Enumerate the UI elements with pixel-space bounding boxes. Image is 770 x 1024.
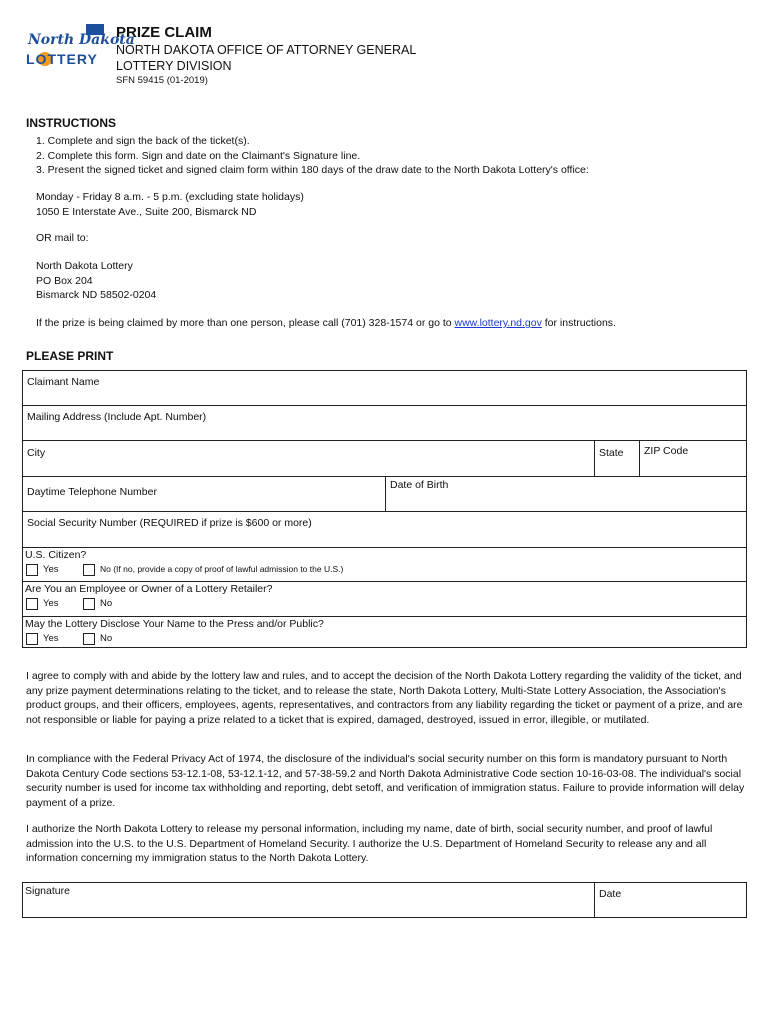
page-title: PRIZE CLAIM xyxy=(116,24,212,41)
citizen-yes-label: Yes xyxy=(43,564,59,575)
date-of-birth-field[interactable] xyxy=(386,477,746,511)
zip-code-field[interactable] xyxy=(640,441,746,476)
claimant-name-field[interactable] xyxy=(23,371,746,406)
employee-yes-label: Yes xyxy=(43,598,59,609)
issuing-organization xyxy=(116,42,416,74)
please-print-heading: PLEASE PRINT xyxy=(26,349,114,363)
daytime-phone-label: Daytime Telephone Number xyxy=(27,486,157,498)
multiple-claimants-note xyxy=(36,316,616,331)
zip-code-label: ZIP Code xyxy=(644,445,689,457)
date-of-birth-label: Date of Birth xyxy=(390,479,449,491)
privacy-act-paragraph: In compliance with the Federal Privacy Act of 1974, the disclosure of the individual's social security number on this form is mandatory pursuant to North Dakota Century Code sections 53-12.1-08, 53-12.1-12, and 57-38-59.2 and North Dakota Administrative Code section 10-16-03-08. The individual's social security number is used for income tax withholding and reporting, debt setoff, and verification of immigration status. Failure to provide information will delay payment of a prize. xyxy=(26,753,745,809)
office-hours: Monday - Friday 8 a.m. - 5 p.m. (excluding state holidays) xyxy=(36,191,304,203)
employee-yes-checkbox[interactable] xyxy=(26,598,38,610)
mail-line-2: PO Box 204 xyxy=(36,274,93,287)
city-field[interactable] xyxy=(23,441,594,476)
or-mail-to: OR mail to: xyxy=(36,232,89,244)
claim-form-table xyxy=(22,370,747,648)
lottery-website-link[interactable]: www.lottery.nd.gov xyxy=(454,317,542,329)
retailer-employee-question: Are You an Employee or Owner of a Lottery Retailer? xyxy=(25,583,273,595)
signature-field[interactable] xyxy=(23,883,594,917)
city-label: City xyxy=(27,447,46,459)
disclose-yes-checkbox[interactable] xyxy=(26,633,38,645)
mailing-address-label: Mailing Address (Include Apt. Number) xyxy=(27,411,207,423)
multi-note-pre: If the prize is being claimed by more than one person, please call (701) 328-1574 or go to xyxy=(36,317,455,329)
disclose-no-checkbox[interactable] xyxy=(83,633,95,645)
mail-line-3: Bismarck ND 58502-0204 xyxy=(36,289,157,301)
release-agreement-paragraph: I agree to comply with and abide by the lottery law and rules, and to accept the decision of the North Dakota Lottery regarding the validity of the ticket, and any prize payment determinations relating to the ticket, and to release the state, North Dakota Lottery, Multi-State Lottery Association, the Association's product groups, and their officers, employees, agents, representatives, and contractors from any liability regarding the ticket or payment of a prize, and are not responsible or liable for paying a prize related to a ticket that is expired, damaged, destroyed, issued in error, illegible, or mutilated. xyxy=(26,670,743,726)
lottery-logo-graphic xyxy=(24,24,135,72)
instruction-step-1: 1. Complete and sign the back of the ticket(s). xyxy=(36,135,250,147)
multi-note-post: for instructions. xyxy=(541,317,616,329)
mail-line-1: North Dakota Lottery xyxy=(36,260,133,272)
us-citizen-row xyxy=(23,548,746,582)
ssn-label: Social Security Number (REQUIRED if prize is $600 or more) xyxy=(27,517,312,529)
disclose-yes-label: Yes xyxy=(43,633,59,644)
office-info xyxy=(36,190,304,219)
claimant-name-label: Claimant Name xyxy=(27,376,100,388)
instruction-step-3: 3. Present the signed ticket and signed claim form within 180 days of the draw date to the North Dakota Lottery's office: xyxy=(36,164,589,176)
logo-text-bottom: LOTTERY xyxy=(26,51,98,67)
retailer-employee-row xyxy=(23,582,746,617)
disclose-name-row xyxy=(23,617,746,649)
us-citizen-question: U.S. Citizen? xyxy=(25,549,87,561)
signature-row xyxy=(22,882,747,918)
signature-date-field[interactable] xyxy=(595,883,746,917)
city-state-zip-row xyxy=(23,441,746,477)
daytime-phone-field[interactable] xyxy=(23,477,385,511)
instruction-step-2: 2. Complete this form. Sign and date on the Claimant's Signature line. xyxy=(36,149,361,162)
instruction-steps xyxy=(36,134,589,178)
org-line-1: NORTH DAKOTA OFFICE OF ATTORNEY GENERAL xyxy=(116,43,417,57)
logo-text-top: North Dakota xyxy=(28,32,135,48)
office-address: 1050 E Interstate Ave., Suite 200, Bismarck ND xyxy=(36,205,257,218)
mailing-info xyxy=(36,259,156,303)
mailing-address-field[interactable] xyxy=(23,406,746,441)
phone-dob-row xyxy=(23,477,746,512)
employee-no-label: No xyxy=(100,598,113,609)
state-label: State xyxy=(599,447,624,459)
citizen-no-label: No (If no, provide a copy of proof of lawful admission to the U.S.) xyxy=(100,564,344,574)
disclose-no-label: No xyxy=(100,633,113,644)
state-field[interactable] xyxy=(595,441,639,476)
employee-no-checkbox[interactable] xyxy=(83,598,95,610)
instructions-heading: INSTRUCTIONS xyxy=(26,116,116,130)
ssn-field[interactable] xyxy=(23,512,746,548)
citizen-yes-checkbox[interactable] xyxy=(26,564,38,576)
signature-date-label: Date xyxy=(599,888,622,900)
north-dakota-lottery-logo xyxy=(24,24,135,72)
org-line-2: LOTTERY DIVISION xyxy=(116,59,232,73)
citizen-no-checkbox[interactable] xyxy=(83,564,95,576)
disclose-name-question: May the Lottery Disclose Your Name to the Press and/or Public? xyxy=(25,618,324,630)
signature-label: Signature xyxy=(25,885,70,897)
form-number: SFN 59415 (01-2019) xyxy=(116,75,208,86)
homeland-security-authorization-paragraph: I authorize the North Dakota Lottery to release my personal information, including my name, date of birth, social security number, and proof of lawful admission into the U.S. to the U.S. Department of Homeland Security. I authorize the U.S. Department of Homeland Security to release any and all information concerning my immigration status to the North Dakota Lottery. xyxy=(26,823,713,864)
